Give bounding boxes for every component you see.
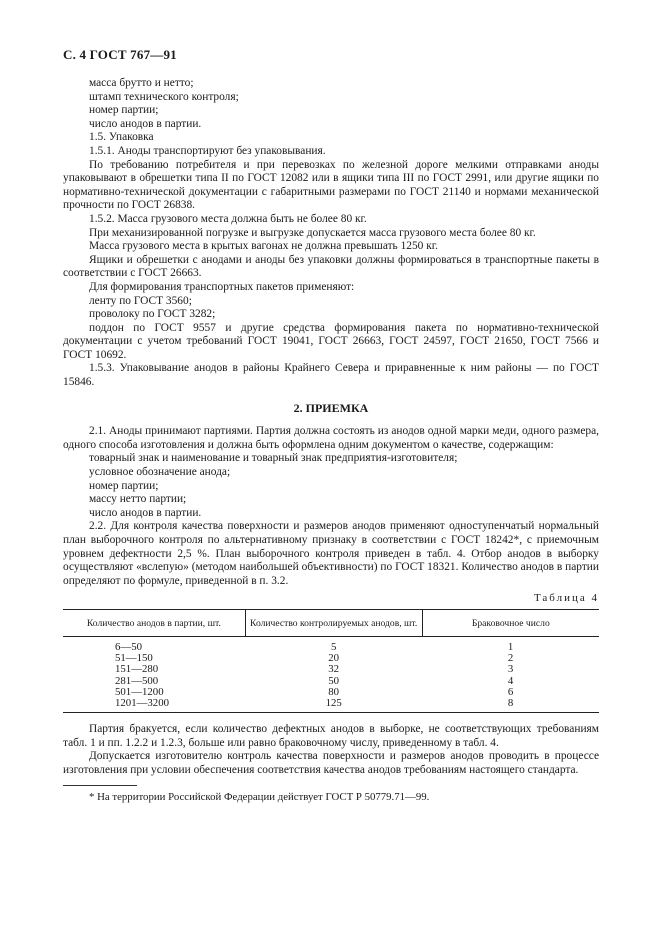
list-item: массу нетто партии; — [89, 493, 187, 506]
table-cell: 3 — [507, 663, 514, 676]
table-cell: 6 — [507, 685, 514, 698]
paragraph-1-5-2h: поддон по ГОСТ 9557 и другие средства формирования пакета по нормативно-технической документации с учетом требований ГОСТ 19041, ГОСТ 26663, ГОСТ 24597, ГОСТ 21650, ГОСТ 7566 и ГОСТ 10692. — [63, 321, 599, 361]
paragraph-manufacturer-control: Допускается изготовителю контроль качества поверхности и размеров анодов проводить в процессе изготовления при условии обеспечения соответствия качества анодов требованиям настоящего стандарта. — [63, 750, 599, 776]
table-cell: 50 — [328, 674, 340, 687]
table-caption: Таблица 4 — [533, 592, 599, 605]
table-cell: 151—280 — [115, 663, 159, 676]
paragraph-1-5-2c: Масса грузового места в крытых вагонах не должна превышать 1250 кг. — [89, 240, 438, 253]
table-cell: 2 — [507, 652, 514, 665]
table-cell: 501—1200 — [115, 685, 164, 698]
paragraph-1-5-2: 1.5.2. Масса грузового места должна быть не более 80 кг. — [89, 212, 367, 225]
paragraph-2-1: 2.1. Аноды принимают партиями. Партия должна состоять из анодов одной марки меди, одного размера, одного способа изготовления и должна быть оформлена одним документом о качестве, содержащим: — [63, 425, 599, 451]
subsection-title-packaging: 1.5. Упаковка — [89, 131, 154, 144]
table-cell: 51—150 — [115, 652, 153, 665]
footnote-divider — [63, 785, 137, 786]
list-item: товарный знак и наименование и товарный знак предприятия-изготовителя; — [89, 452, 458, 465]
table-cell: 281—500 — [115, 674, 159, 687]
table-cell: 5 — [330, 640, 337, 653]
column-header: Количество контролируемых анодов, шт. — [245, 609, 422, 636]
paragraph-1-5-1b: По требованию потребителя и при перевозках по железной дороге мелкими отправками аноды упаковывают в обрешетки типа II по ГОСТ 12082 или в ящики типа III по ГОСТ 2991, или другие ящики по нормативно-технической документации с габаритными размерами по ГОСТ 21140 и нормами механической прочности по ГОСТ 26838. — [63, 158, 599, 212]
paragraph-1-5-2d: Ящики и обрешетки с анодами и аноды без упаковки должны формироваться в транспортные пакеты в соответствии с ГОСТ 26663. — [63, 253, 599, 280]
table-cell: 80 — [328, 685, 340, 698]
table-row — [63, 636, 599, 653]
paragraph-1-5-1: 1.5.1. Аноды транспортируют без упаковывания. — [89, 144, 326, 157]
table-header-row — [63, 609, 599, 636]
column-header: Браковочное число — [422, 609, 599, 636]
table-cell: 20 — [328, 652, 340, 665]
paragraph-2-2: 2.2. Для контроля качества поверхности и размеров анодов применяют одноступенчатый нормальный план выборочного контроля по альтернативному признаку в соответствии с ГОСТ 18242*, с приемочным уровнем дефектности 2,5 %. План выборочного контроля приведен в табл. 4. Отбор анодов в выборку осуществляют «вслепую» (методом наибольшей объективности) по ГОСТ 18321. Количество анодов в партии определяют по формуле, приведенной в п. 3.2. — [63, 520, 599, 587]
page-header: С. 4 ГОСТ 767—91 — [63, 47, 177, 62]
column-header: Количество анодов в партии, шт. — [63, 609, 245, 636]
list-item: ленту по ГОСТ 3560; — [89, 294, 192, 307]
table-row — [63, 698, 599, 713]
table-cell: 8 — [422, 698, 599, 713]
document-body — [63, 77, 599, 804]
list-item: масса брутто и нетто; — [89, 77, 194, 89]
paragraph-rejection: Партия бракуется, если количество дефектных анодов в выборке, не соответствующих требованиям табл. 1 и пп. 1.2.2 и 1.2.3, больше или равно браковочному числу, приведенному в табл. 4. — [63, 723, 599, 749]
table-row — [63, 664, 599, 675]
paragraph-1-5-3: 1.5.3. Упаковывание анодов в районы Крайнего Севера и приравненные к ним районы — по ГОСТ 15846. — [63, 362, 599, 389]
table-cell: 1 — [507, 640, 514, 653]
list-item: штамп технического контроля; — [89, 90, 239, 103]
table-cell: 6—50 — [115, 640, 142, 653]
list-item: проволоку по ГОСТ 3282; — [89, 308, 216, 321]
list-item: условное обозначение анода; — [89, 466, 231, 479]
list-item: номер партии; — [89, 104, 159, 117]
paragraph-1-5-2e: Для формирования транспортных пакетов применяют: — [89, 280, 355, 293]
table-cell: 32 — [328, 663, 340, 676]
table-cell: 125 — [245, 698, 422, 713]
section-title-acceptance: 2. ПРИЕМКА — [293, 400, 369, 415]
table-cell: 4 — [507, 674, 514, 687]
list-item: номер партии; — [89, 479, 159, 492]
list-item: число анодов в партии. — [89, 506, 202, 519]
sampling-table — [63, 609, 599, 713]
paragraph-1-5-2b: При механизированной погрузке и выгрузке допускается масса грузового места более 80 кг. — [89, 226, 536, 239]
footnote: * На территории Российской Федерации действует ГОСТ Р 50779.71—99. — [89, 790, 430, 803]
table-cell: 1201—3200 — [63, 698, 245, 713]
list-item: число анодов в партии. — [89, 117, 202, 130]
